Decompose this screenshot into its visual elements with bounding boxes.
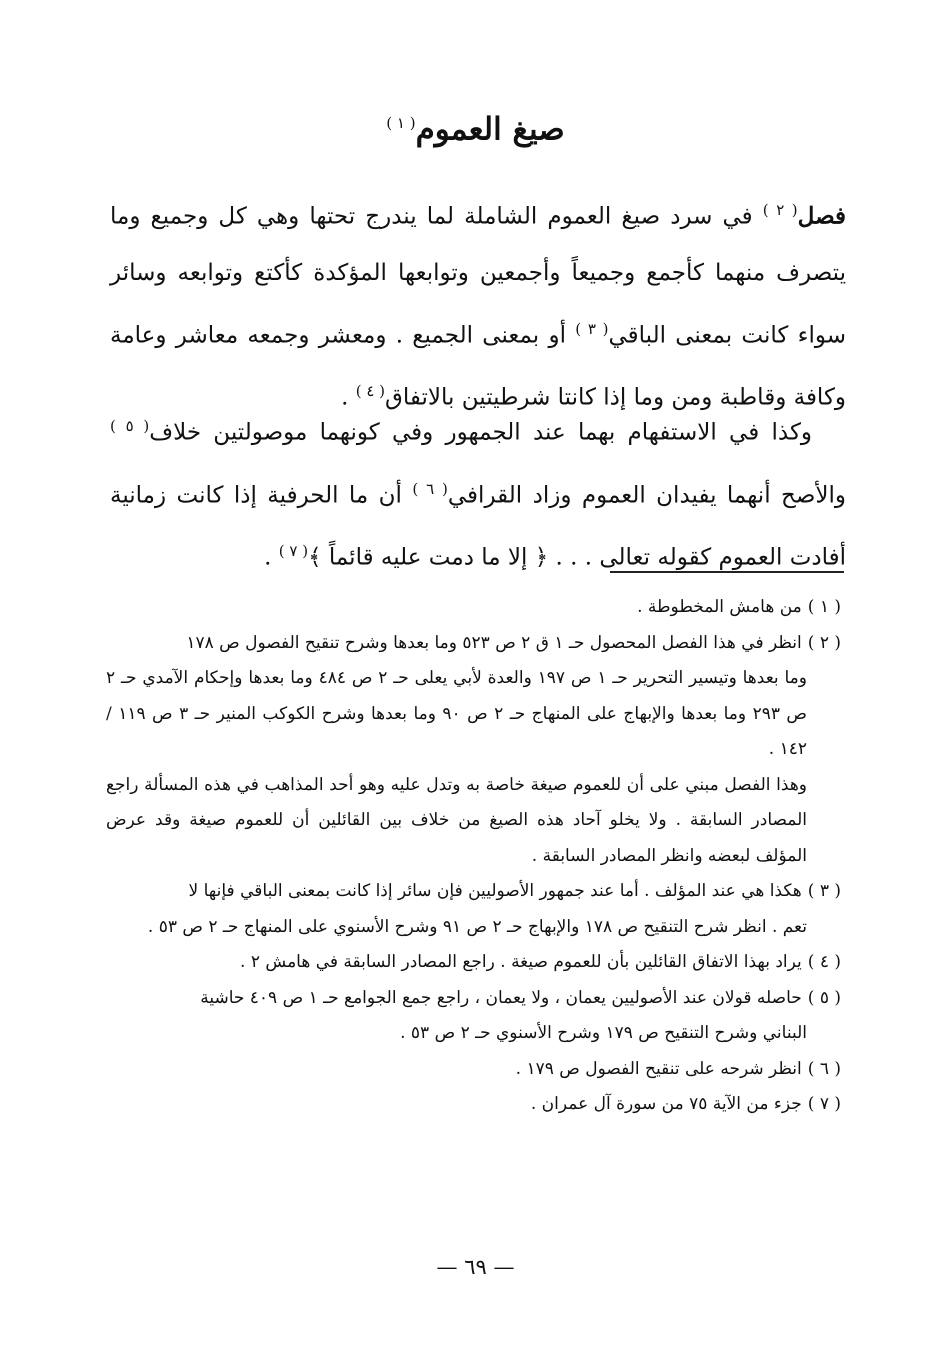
- heading-title: صيغ العموم: [415, 111, 565, 148]
- paragraph-2-text-b: والأصح أنهما يفيدان العموم وزاد القرافي: [447, 482, 847, 509]
- footnote-continuation: البناني وشرح التنقيح ص ١٧٩ وشرح الأسنوي حـ ٢ ص ٥٣ .: [400, 1023, 807, 1043]
- footnote-ref-4: ( ٤ ): [355, 382, 386, 401]
- footnote-ref-7: ( ٧ ): [278, 542, 309, 561]
- footnote-ref-5: ( ٥ ): [110, 417, 150, 435]
- footnote-1: [106, 590, 841, 626]
- paragraph-lead-word: فصل: [797, 202, 847, 230]
- footnote-6: [106, 1052, 841, 1088]
- footnotes-section: [106, 590, 841, 1123]
- footnote-continuation: وما بعدها وتيسير التحرير حـ ١ ص ١٩٧ والعدة لأبي يعلى حـ ٢ ص ٤٨٤ وما بعدها وإحكام الآمدي حـ ٢ ص ٢٩٣ وما بعدها والإبهاج على المنهاج حـ ٢ ص ٩٠ وما بعدها وشرح الكوكب المنير حـ ٣ ص ١١٩ / ١٤٢ .: [106, 668, 807, 759]
- footnote-number: ( ٦ ): [807, 1058, 841, 1079]
- footnote-text: انظر شرحه على تنقيح الفصول ص ١٧٩ .: [515, 1058, 802, 1079]
- footnote-number: ( ١ ): [807, 597, 841, 617]
- footnote-continuation: تعم . انظر شرح التنقيح ص ١٧٨ والإبهاج حـ ٢ ص ٩١ وشرح الأسنوي على المنهاج حـ ٢ ص ٥٣ .: [147, 916, 807, 937]
- paragraph-1-text-a: في سرد صيغ العموم الشاملة لما يندرج تحتها وهي كل وجميع وما يتصرف منهما كأجمع وجميعاً وأجمعين وتوابعها المؤكدة كأكتع وتوابعه وسائر سواء كانت بمعنى الباقي: [110, 203, 846, 349]
- body-paragraph-2: [110, 398, 846, 586]
- footnote-text: انظر في هذا الفصل المحصول حـ ١ ق ٢ ص ٥٢٣ وما بعدها وشرح تنقيح الفصول ص ١٧٨: [186, 632, 802, 653]
- heading-footnote-ref: ( ١ ): [386, 114, 416, 132]
- footnote-5: [106, 981, 841, 1052]
- footnote-number: ( ٢ ): [807, 632, 841, 653]
- footnote-ref-6: ( ٦ ): [412, 479, 448, 498]
- footnote-ref-2: ( ٢ ): [762, 201, 798, 219]
- footnote-2: [106, 626, 841, 875]
- body-paragraph-1: [110, 182, 846, 426]
- footnote-number: ( ٣ ): [807, 881, 841, 901]
- footnote-number: ( ٥ ): [807, 987, 841, 1008]
- footnote-number: ( ٧ ): [807, 1094, 841, 1114]
- page-number: — ٦٩ —: [436, 1255, 515, 1279]
- footnote-text: حاصله قولان عند الأصوليين يعمان ، ولا يعمان ، راجع جمع الجوامع حـ ١ ص ٤٠٩ حاشية: [200, 987, 802, 1008]
- footnote-7: [106, 1087, 841, 1123]
- paragraph-1-text-b: أو بمعنى الجميع . ومعشر وجمعه معاشر وعامة وكافة وقاطبة ومن وما إذا كانتا شرطيتين بالاتفاق: [110, 322, 846, 411]
- paragraph-2-text-d: .: [264, 544, 279, 571]
- paragraph-2-text-a: وكذا في الاستفهام بهما عند الجمهور وفي كونهما موصولتين خلاف: [149, 419, 812, 446]
- paragraph-1-text-c: .: [341, 384, 356, 411]
- footnote-text: هكذا هي عند المؤلف . أما عند جمهور الأصوليين فإن سائر إذا كانت بمعنى الباقي فإنها لا: [188, 881, 802, 901]
- footnote-4: [106, 945, 841, 981]
- footnote-divider: [610, 571, 844, 573]
- footnote-number: ( ٤ ): [807, 952, 841, 972]
- footnote-text: يراد بهذا الاتفاق القائلين بأن للعموم صيغة . راجع المصادر السابقة في هامش ٢ .: [240, 952, 802, 972]
- footnote-text: جزء من الآية ٧٥ من سورة آل عمران .: [530, 1094, 802, 1114]
- footnote-text: من هامش المخطوطة .: [637, 597, 802, 617]
- section-heading: [0, 98, 951, 154]
- footnote-3: [106, 874, 841, 945]
- paragraph-2-text-c: أن ما الحرفية إذا كانت زمانية أفادت العموم كقوله تعالى . . . ﴿ إلا ما دمت عليه قائماً ﴾: [110, 482, 846, 571]
- footnote-ref-3: ( ٣ ): [575, 319, 609, 338]
- footnote-paragraph: وهذا الفصل مبني على أن للعموم صيغة خاصة به وتدل عليه وهو أحد المذاهب في هذه المسألة راجع المصادر السابقة . ولا يخلو آحاد هذه الصيغ من خلاف بين القائلين أن للعموم صيغة وقد عرض المؤلف لبعضه وانظر المصادر السابقة .: [106, 774, 807, 866]
